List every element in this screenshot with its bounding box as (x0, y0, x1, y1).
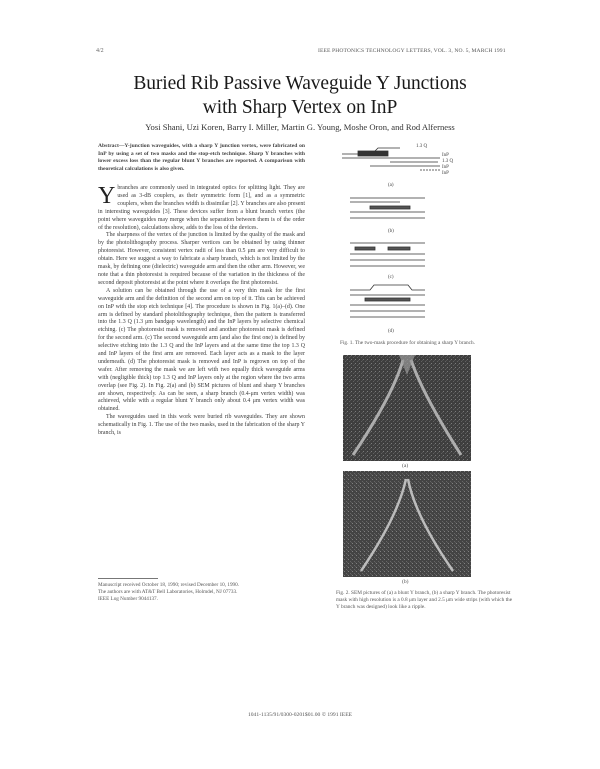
fig1-annotation-5: InP (442, 171, 449, 176)
fig1-annotation-3: 1.3 Q (442, 159, 454, 164)
figure-2-caption: Fig. 2. SEM pictures of (a) a blunt Y branch, (b) a sharp Y branch. The photoresist mask with high resolution is a 0.8 μm layer and 2.5 μm wide strips (with which the Y branch was designed) look like a ripple. (336, 590, 513, 610)
running-header: IEEE PHOTONICS TECHNOLOGY LETTERS, VOL. 3, NO. 5, MARCH 1991 (318, 48, 506, 54)
fig1-annotation-2: InP (442, 153, 449, 158)
paper-title-line-1: Buried Rib Passive Waveguide Y Junctions (133, 73, 467, 94)
drop-cap: Y (98, 183, 116, 209)
author-list: Yosi Shani, Uzi Koren, Barry I. Miller, Martin G. Young, Moshe Oron, and Rod Alferness (145, 122, 455, 132)
sem-blunt-graphic (343, 355, 471, 461)
paragraph-3: A solution can be obtained through the use of a very thin mask for the first waveguide arm and the definition of the second arm on top of it. This can be achieved on InP with the stop etch technique [4]. The procedure is shown in Fig. 1(a)–(d). One arm is defined by standard photolithography technique, then the pattern is transferred into the 1.3 Q (1.3 μm bandgap wavelength) and the InP layers by selective chemical etching. (c) The photoresist mask is removed and another photoresist mask is defined for the second arm. (c) The second waveguide arm (and also the first one) is defined by selective etching into the 1.3 Q and the InP layers and at the same time the top 1.3 Q and InP layers of the first arm are removed. Each layer acts as a mask to the layer underneath. (d) The photoresist mask is removed and InP is regrown on top of the wafer. After removing the mask we are left with two equally thick waveguide arms with (negligible thick) top 1.3 Q and InP layers only at the region where the two arms overlap (see Fig. 2). In Fig. 2(a) and (b) SEM pictures of blunt and sharp Y branches are shown, respectively. As can be seen, a sharp branch (0.4-μm vertex width) was achieved, while with a regular blunt Y branch only about 0.4 μm vertex width was obtained. (98, 287, 305, 413)
paragraph-1 (98, 185, 305, 232)
fig1-annotation-1: 1.3 Q (416, 144, 428, 149)
body-column (98, 185, 305, 438)
fig1a-structure (342, 148, 440, 170)
paragraph-4: The waveguides used in this work were buried rib waveguides. They are shown schematically in Fig. 1. The use of the two masks, used in the fabrication of the sharp Y branch, is (98, 414, 305, 437)
fig1b-structure (350, 198, 425, 218)
fig1d-structure (350, 285, 425, 317)
fig1-label-c: (c) (388, 275, 394, 280)
sem-sharp-graphic (343, 471, 471, 577)
page-number: 4/2 (96, 48, 104, 54)
paragraph-1-text: branches are commonly used in integrated optics for splitting light. They are used as 3-dB couplers, as their symmetric form [1], and as a symmetric couplers, when the branches width is dissimilar [2]. Y branches are also present in interesting waveguides [3]. These devices suffer from a blunt branch vertex (the point where waveguides may merge when the separation between them is of the order of the resolution), calculations show, adds to the loss of the devices. (98, 185, 305, 231)
footnote-affiliation: The authors are with AT&T Bell Laboratories, Holmdel, NJ 07733. (98, 588, 238, 595)
copyright-line: 1041-1135/91/0300-0201$01.00 © 1991 IEEE (247, 712, 353, 718)
fig1-label-b: (b) (388, 229, 394, 234)
footnote-log: IEEE Log Number 9044137. (98, 595, 158, 602)
paper-title-line-2: with Sharp Vertex on InP (202, 97, 398, 118)
footnote (98, 582, 305, 602)
fig1-label-d: (d) (388, 329, 394, 334)
figure-1-caption: Fig. 1. The two-mask procedure for obtaining a sharp Y branch. (340, 340, 475, 346)
sem-image-sharp (343, 471, 471, 577)
footnote-received: Manuscript received October 18, 1990; revised December 10, 1990. (98, 582, 240, 588)
paragraph-2: The sharpness of the vertex of the junction is limited by the quality of the mask and by the photolithography process. Sharper vertices can be obtained by using thinner photoresist. However, consistent vertex radii of less than 0.5 μm are very difficult to obtain. Here we suggest a way to fabricate a sharp branch, which is not limited by the mask, by defining one (dielectric) waveguide arm and then the other arm. However, we note that a thin photoresist is required because of the variation in the thickness of the second deposit photoresist at the point where it overlaps the first photoresist. (98, 232, 305, 286)
fig1-annotation-4: InP (442, 165, 449, 170)
footnote-rule (98, 578, 158, 579)
fig1c-structure (350, 243, 425, 266)
fig1-label-a: (a) (388, 183, 394, 188)
fig2-label-b: (b) (402, 579, 409, 585)
sem-image-blunt (343, 355, 471, 461)
abstract: Abstract—Y-junction waveguides, with a sharp Y junction vertex, were fabricated on InP by using a set of two masks and the stop-etch technique. Sharp Y branches with lower excess loss than the regular blunt Y branches are reported. A comparison with theoretical calculations is also given. (98, 143, 305, 172)
figure-1-schematic (330, 140, 505, 340)
fig2-label-a: (a) (402, 463, 409, 469)
